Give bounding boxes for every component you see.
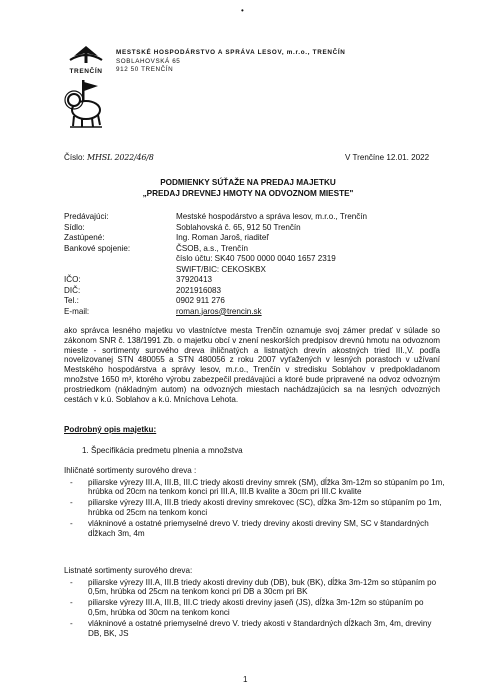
coniferous-heading: Ihličnaté sortimenty surového dreva : bbox=[64, 466, 197, 475]
list-item: - vlákninové a ostatné priemyselné drevo V. triedy dreviny akosti dreviny SM, SC v štandardných dĺžkach 3m, 4m bbox=[64, 519, 446, 539]
seller-details bbox=[64, 212, 444, 322]
document-subtitle: „PREDAJ DREVNEJ HMOTY NA ODVOZNOM MIESTE" bbox=[142, 189, 354, 198]
detail-label: Bankové spojenie: bbox=[64, 243, 131, 253]
detail-value: 2021916083 bbox=[176, 285, 222, 295]
section-heading: Podrobný opis majetku: bbox=[64, 425, 157, 434]
broadleaf-section bbox=[64, 566, 446, 639]
page-number: 1 bbox=[243, 675, 248, 684]
org-street: SOBLAHOVSKÁ 65 bbox=[116, 57, 181, 65]
list-item: - piliarske výrezy III.A, III.B, III.C triedy akosti dreviny jaseň (JS), dĺžka 3m-12m so stúpaním po 0,5m, hrúbka od 30cm na tenkom konci bbox=[64, 598, 446, 618]
org-name: MESTSKÉ HOSPODÁRSTVO A SPRÁVA LESOV, m.r.o., TRENČÍN bbox=[116, 49, 346, 56]
email-link[interactable]: roman.jaros@trencin.sk bbox=[176, 306, 262, 316]
document-title: PODMIENKY SÚŤAŽE NA PREDAJ MAJETKU bbox=[160, 178, 336, 187]
detail-label: Tel.: bbox=[64, 296, 79, 305]
detail-value: Ing. Roman Jaroš, riaditeľ bbox=[176, 233, 269, 242]
top-mark: • bbox=[241, 6, 244, 15]
detail-value: 37920413 bbox=[176, 275, 213, 284]
list-item: - piliarske výrezy III.A, III.B, III.C triedy akosti dreviny smrek (SM), dĺžka 3m-12m so stúpaním po 1m, hrúbka od 20cm na tenkom konci pri III.A, III.B kvalite a 30cm pri III.C kvalite bbox=[64, 478, 446, 498]
broadleaf-list bbox=[64, 578, 446, 639]
detail-value: SWIFT/BIC: CEKOSKBX bbox=[176, 264, 266, 274]
reference-label: Číslo: bbox=[64, 153, 85, 162]
broadleaf-heading: Listnaté sortimenty surového dreva: bbox=[64, 566, 193, 575]
list-item: - piliarske výrezy III.A, III.B triedy akosti dreviny smrekovec (SC), dĺžka 3m-12m so stúpaním po 1m, hrúbka od 25cm na tenkom konci bbox=[64, 498, 446, 518]
intro-paragraph: ako správca lesného majetku vo vlastníctve mesta Trenčín oznamuje svoj zámer predať v súlade so zákonom SNR č. 138/1991 Zb. o majetku obcí v znení neskorších predpisov drevnú hmotu na odvoznom mieste - sortimenty surového dreva ihličnatých a listnatých drevín akostných tried III.,V. podľa novelizovanej STN 480055 a STN 480056 z roku 2007 vyťažených v lesných porastoch v užívaní Mestského hospodárstva a správy lesov, m.r.o., Trenčín v stredisku Soblahov v predpokladanom množstve 1650 m³, ktorého výrobu zabezpečil predávajúci a ktoré bude pripravené na odvoz odvozným prostriedkom (nákladným autom) na odvozných miestach nachádzajúcich sa na lesných odvozných cestách v k.ú. Soblahov a k.ú. Mníchova Lehota. bbox=[64, 326, 440, 404]
detail-label: IČO: bbox=[64, 275, 81, 284]
detail-label: E-mail: bbox=[64, 306, 90, 316]
detail-value: Mestské hospodárstvo a správa lesov, m.r.o., Trenčín bbox=[176, 212, 368, 221]
specification-heading: 1. Špecifikácia predmetu plnenia a množstva bbox=[82, 446, 243, 455]
detail-label: DIČ: bbox=[64, 285, 81, 295]
detail-label: Predávajúci: bbox=[64, 212, 109, 221]
detail-value: 0902 911 276 bbox=[176, 296, 225, 305]
detail-value: číslo účtu: SK40 7500 0000 0040 1657 2319 bbox=[176, 254, 336, 263]
document-date: V Trenčíne 12.01. 2022 bbox=[345, 153, 430, 162]
org-header bbox=[116, 49, 346, 75]
reference-handwritten: MHSL 2022/46/8 bbox=[86, 153, 154, 162]
reference-number bbox=[64, 153, 154, 163]
logo-text: TRENČÍN bbox=[69, 68, 103, 75]
list-item: - piliarske výrezy III.A, III.B triedy akosti dreviny dub (DB), buk (BK), dĺžka 3m-12m so stúpaním po 0,5m, hrúbka od 25cm na tenkom konci pri DB a 30cm pri BK bbox=[64, 578, 446, 598]
city-logo bbox=[64, 42, 108, 130]
list-item: - vlákninové a ostatné priemyselné drevo V. triedy akosti v štandardných dĺžkach 3m, 4m, dreviny DB, BK, JS bbox=[64, 619, 446, 639]
detail-value: Soblahovská č. 65, 912 50 Trenčín bbox=[176, 222, 301, 232]
detail-value: ČSOB, a.s., Trenčín bbox=[176, 243, 248, 253]
detail-label: Sídlo: bbox=[64, 222, 85, 232]
org-city: 912 50 TRENČÍN bbox=[116, 66, 174, 74]
lamb-icon bbox=[64, 78, 108, 130]
detail-label: Zastúpené: bbox=[64, 233, 105, 242]
coniferous-section bbox=[64, 466, 446, 539]
coniferous-list bbox=[64, 478, 446, 539]
